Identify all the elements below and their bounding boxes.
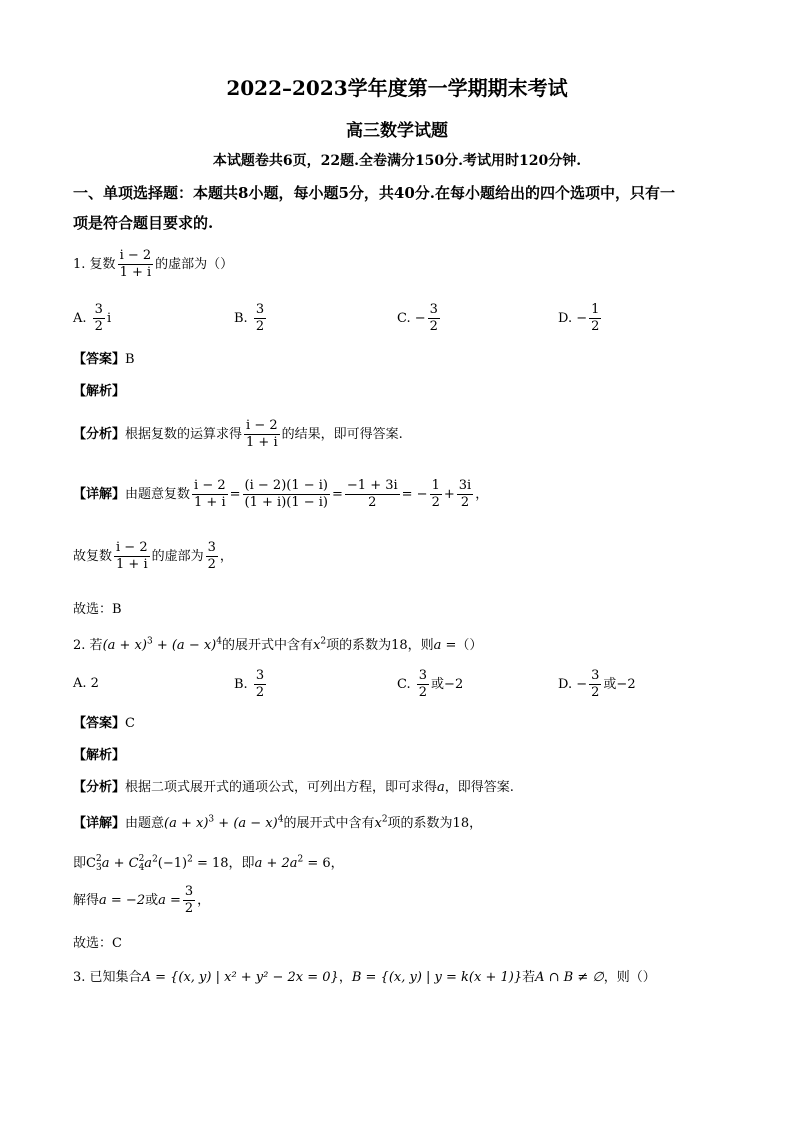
q2-expr1: (a + x) [164, 816, 209, 831]
q1-detail-pre: 由题意复数 [125, 487, 191, 502]
q1-detail-frac1 [192, 478, 228, 511]
sup: 2 [297, 854, 304, 865]
frac-num: 3i [458, 478, 472, 493]
frac-den: 2 [460, 495, 470, 510]
q1-analysis-label: 【解析】 [73, 384, 126, 399]
plus: + [152, 638, 172, 653]
fenxi-label: 【分析】 [73, 427, 126, 442]
answer-label: 【答案】 [73, 716, 126, 731]
q2-stem-mid: 的展开式中含有 [283, 816, 375, 831]
q1-frac-den: 1 + i [119, 265, 152, 280]
frac-den: 2 [431, 495, 440, 510]
q1-conc-pre: 故复数 [73, 549, 113, 564]
section-heading-line2: 项是符合题目要求的. [73, 214, 214, 232]
frac-den: 1 + i [194, 495, 226, 510]
comma: ， [330, 856, 344, 871]
q2-option-c-tail: 或−2 [431, 677, 464, 692]
frac-num: 3 [255, 668, 265, 683]
q2-stem [73, 634, 482, 653]
q1-detail-frac2 [243, 478, 330, 511]
frac-den: (1 + i)(1 − i) [244, 495, 328, 510]
q2-option-c-frac [417, 668, 429, 701]
q3-stem-end: ，则（） [603, 970, 656, 985]
frac-den: 1 + i [246, 435, 278, 450]
frac-num: 3 [94, 302, 103, 317]
exam-subtitle: 高三数学试题 [346, 121, 448, 141]
q3-stem [73, 966, 656, 985]
q2-exp2: 4 [216, 636, 222, 647]
q1-stem-pre: 复数 [89, 257, 116, 272]
q2-solve-or: 或 [145, 893, 159, 908]
q2-detail-post: 项的系数为18， [387, 816, 483, 831]
q2-x: x [374, 816, 382, 831]
fenxi-label: 【分析】 [73, 780, 126, 795]
q2-answer [73, 712, 135, 731]
q2-option-b [234, 668, 268, 701]
q1-detail-frac3 [345, 478, 400, 511]
answer-label: 【答案】 [73, 352, 126, 367]
q2-eq-a2: a [144, 856, 153, 871]
q2-answer-value: C [125, 716, 135, 731]
frac-den: 2 [207, 557, 216, 572]
equals: = [332, 487, 343, 502]
q1-option-b-frac [254, 302, 266, 335]
q3-ruo: 若 [522, 970, 536, 985]
q2-a-eq: a = [433, 638, 457, 653]
q1-conclusion [73, 540, 233, 573]
option-d-label: D. [558, 311, 573, 326]
q1-fenxi-pre: 根据复数的运算求得 [125, 427, 243, 442]
q1-option-b [234, 302, 268, 335]
frac-den: 2 [255, 685, 265, 700]
q1-option-d [558, 302, 603, 335]
q2-analysis-label: 【解析】 [73, 748, 126, 763]
q2-solve-a2: a = [158, 893, 181, 908]
q2-solve [73, 884, 210, 917]
q1-conc-frac1 [114, 540, 150, 573]
q3-set-b: B = {(x, y) | y = k(x + 1)} [351, 970, 523, 985]
q2-x-exp: 2 [381, 814, 388, 825]
option-a-label: A. [73, 311, 87, 326]
q3-cond: A ∩ B ≠ ∅ [535, 970, 604, 985]
q2-exp1: 3 [208, 814, 215, 825]
q3-number: 3. [73, 970, 86, 985]
q2-choose-value: C [112, 936, 122, 951]
q3-set-a: A = {(x, y) | x² + y² − 2x = 0} [141, 970, 339, 985]
option-c-label: C. [397, 677, 411, 692]
q3-stem-pre: 已知集合 [89, 970, 142, 985]
frac-den: 2 [591, 685, 600, 700]
frac-num: −1 + 3i [346, 478, 398, 493]
q1-fraction [118, 248, 154, 281]
binom-sub: 4 [138, 862, 145, 873]
q2-fenxi-a: a [437, 780, 445, 795]
q1-option-d-sign: − [576, 311, 588, 326]
binom-sub: 3 [95, 862, 102, 873]
frac-den: 1 + i [116, 557, 148, 572]
q2-fenxi [73, 776, 514, 795]
frac-num: 1 [591, 302, 600, 317]
xiangjie-label: 【详解】 [73, 487, 126, 502]
q2-eq-a: a + C [101, 856, 139, 871]
q2-stem-end: （） [456, 638, 483, 653]
q2-eq-m1: (−1) [157, 856, 188, 871]
q2-fenxi-pre: 根据二项式展开式的通项公式，可列出方程，即可求得 [125, 780, 438, 795]
comma: ， [219, 549, 233, 564]
q1-option-c-frac [428, 302, 440, 335]
frac-den: 2 [184, 901, 194, 916]
q1-option-a-frac [93, 302, 105, 335]
q1-option-a [73, 302, 111, 335]
q2-option-d [558, 668, 636, 701]
q2-option-b-frac [254, 668, 266, 701]
q1-number: 1. [73, 257, 86, 272]
q2-exp2: 4 [277, 814, 284, 825]
frac-num: 3 [429, 302, 438, 317]
xiangjie-label: 【详解】 [73, 816, 126, 831]
choose-label: 故选： [73, 602, 113, 617]
q2-x: x [313, 638, 321, 653]
frac-num: 3 [184, 884, 194, 899]
q1-answer [73, 348, 135, 367]
q2-number: 2. [73, 638, 86, 653]
option-b-label: B. [234, 311, 248, 326]
q2-fenxi-post: ，即得答案. [444, 780, 514, 795]
q2-stem-mid: 的展开式中含有 [221, 638, 313, 653]
q2-option-a [73, 676, 99, 691]
comma: ， [197, 893, 211, 908]
option-a-label: A. [73, 676, 87, 691]
binom-sup: 2 [138, 853, 145, 864]
frac-num: 3 [207, 540, 216, 555]
q1-fenxi-post: 的结果，即可得答案. [281, 427, 403, 442]
frac-num: i − 2 [246, 418, 278, 433]
option-c-label: C. [397, 311, 411, 326]
comma: ， [475, 487, 489, 502]
frac-den: 2 [255, 319, 265, 334]
frac-den: 2 [591, 319, 600, 334]
q1-fenxi-frac [244, 418, 280, 451]
q1-option-c-sign: − [414, 311, 426, 326]
q2-eq-18: = 18 [192, 856, 229, 871]
binom-sup: 2 [95, 853, 102, 864]
q1-conc-frac2 [206, 540, 218, 573]
q2-expr2: (a − x) [233, 816, 278, 831]
comma: ， [338, 970, 352, 985]
frac-num: 1 [431, 478, 440, 493]
section-heading-line1: 一、单项选择题：本题共8小题，每小题5分，共40分.在每小题给出的四个选项中，只有一 [73, 184, 675, 202]
exam-title: 2022–2023学年度第一学期期末考试 [226, 76, 568, 100]
q2-exp1: 3 [146, 636, 153, 647]
plus: + [214, 816, 234, 831]
q2-detail-pre: 由题意 [125, 816, 165, 831]
q1-choose [73, 598, 122, 617]
q1-answer-value: B [125, 352, 135, 367]
q2-choose [73, 932, 122, 951]
frac-num: 3 [255, 302, 265, 317]
q2-equation [73, 852, 344, 873]
q2-eq-then: ，即 [228, 856, 255, 871]
choose-label: 故选： [73, 936, 113, 951]
q1-choose-value: B [112, 602, 122, 617]
q1-stem-post: 的虚部为（） [155, 257, 234, 272]
sup: 2 [187, 854, 193, 865]
sup: 2 [152, 854, 158, 865]
q2-stem-post: 项的系数为18，则 [326, 638, 434, 653]
q2-x-exp: 2 [320, 636, 327, 647]
q2-eq2: a + 2a [254, 856, 298, 871]
q1-detail-frac4 [430, 478, 442, 511]
q2-expr1: (a + x) [102, 638, 147, 653]
q1-detail-frac5 [457, 478, 473, 511]
q2-solve-frac [183, 884, 195, 917]
frac-den: 2 [368, 495, 377, 510]
q2-ruo: 若 [89, 638, 103, 653]
equals: = [229, 487, 241, 502]
q2-eq2-end: = 6 [303, 856, 331, 871]
frac-num: 3 [591, 668, 600, 683]
q2-option-a-value: 2 [90, 676, 99, 691]
plus: + [443, 487, 455, 502]
frac-den: 2 [418, 685, 428, 700]
q1-frac-num: i − 2 [119, 248, 152, 263]
q2-option-d-sign: − [576, 677, 588, 692]
q1-option-a-tail: i [106, 311, 112, 326]
q1-conc-mid: 的虚部为 [151, 549, 204, 564]
q2-detail [73, 812, 482, 831]
q1-stem [73, 248, 233, 281]
minus: = − [401, 487, 428, 502]
q2-option-c [397, 668, 463, 701]
q2-option-d-tail: 或−2 [603, 677, 636, 692]
frac-num: i − 2 [116, 540, 148, 555]
option-d-label: D. [558, 677, 573, 692]
q2-solve-a1: a = −2 [99, 893, 146, 908]
q1-option-c [397, 302, 442, 335]
frac-num: 3 [418, 668, 428, 683]
q1-option-d-frac [589, 302, 601, 335]
q2-expr2: (a − x) [171, 638, 217, 653]
q1-fenxi [73, 418, 403, 451]
option-b-label: B. [234, 677, 248, 692]
frac-den: 2 [429, 319, 438, 334]
frac-num: i − 2 [194, 478, 226, 493]
q2-eq-pre: 即 [73, 856, 87, 871]
q2-option-d-frac [589, 668, 601, 701]
binom-c: C [86, 856, 96, 871]
q2-solve-pre: 解得 [73, 893, 100, 908]
exam-info: 本试题卷共6页，22题.全卷满分150分.考试用时120分钟. [212, 153, 582, 169]
q1-detail [73, 478, 488, 511]
frac-den: 2 [94, 319, 103, 334]
frac-num: (i − 2)(1 − i) [244, 478, 328, 493]
